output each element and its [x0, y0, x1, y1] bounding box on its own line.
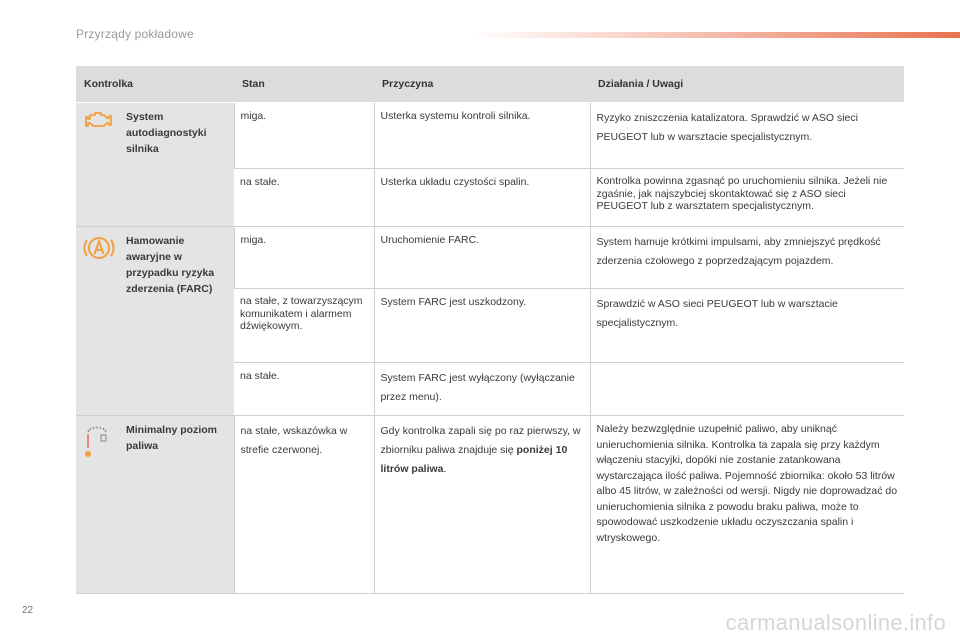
stan-cell: miga.: [234, 227, 374, 289]
section-title: Przyrządy pokładowe: [76, 27, 194, 41]
dzialania-cell: Sprawdzić w ASO sieci PEUGEOT lub w warsztacie specjalistycznym.: [590, 289, 904, 363]
stan-cell: miga.: [234, 103, 374, 169]
dzialania-cell: Należy bezwzględnie uzupełnić paliwo, aby uniknąć unieruchomienia silnika. Kontrolka ta zapala się przy każdym włączeniu stacyjki, dopóki nie zostanie zatankowana wystarczająca ilość paliwa. Pojemność zbiornika: około 53 litrów albo 45 litrów, w zależności od wersji. Nigdy nie doprowadzać do unieruchomienia silnika z powodu braku paliwa, może to spowodować uszkodzenie układu oczyszczania spalin i wtryskowego.: [590, 416, 904, 594]
table-header-row: [76, 66, 904, 103]
col-header-kontrolka: Kontrolka: [76, 66, 234, 103]
engine-icon: [76, 103, 120, 227]
przyczyna-text-end: .: [443, 463, 447, 475]
przyczyna-text: Gdy kontrolka zapali się po raz pierwszy, w zbiorniku paliwa znajduje się: [380, 425, 581, 456]
page-number: 22: [22, 605, 34, 616]
stan-cell: na stałe, wskazówka w strefie czerwonej.: [234, 416, 374, 594]
emergency-braking-icon: [76, 227, 120, 416]
przyczyna-cell: Usterka systemu kontroli silnika.: [374, 103, 590, 169]
col-header-stan: Stan: [234, 66, 374, 103]
przyczyna-bold-text: poniżej 10 litrów paliwa: [380, 444, 568, 475]
dzialania-cell-empty: [590, 363, 904, 416]
warning-lights-table: [76, 66, 904, 594]
header-accent-bar: [470, 32, 960, 38]
przyczyna-cell: Usterka układu czystości spalin.: [374, 169, 590, 227]
dzialania-cell: Kontrolka powinna zgasnąć po uruchomieniu silnika. Jeżeli nie zgaśnie, jak najszybciej skontaktować się z ASO sieci PEUGEOT lub z warsztatem specjalistycznym.: [590, 169, 904, 227]
table-row: [76, 416, 904, 594]
fuel-gauge-icon: [76, 416, 120, 594]
watermark: carmanualsonline.info: [725, 610, 946, 635]
col-header-dzialania: Działania / Uwagi: [590, 66, 904, 103]
przyczyna-cell: System FARC jest wyłączony (wyłączanie przez menu).: [374, 363, 590, 416]
col-header-przyczyna: Przyczyna: [374, 66, 590, 103]
dzialania-cell: Ryzyko zniszczenia katalizatora. Sprawdzić w ASO sieci PEUGEOT lub w warsztacie specjalistycznym.: [590, 103, 904, 169]
light-name-fuel: Minimalny poziom paliwa: [120, 416, 234, 594]
stan-cell: na stałe.: [234, 363, 374, 416]
dzialania-cell: System hamuje krótkimi impulsami, aby zmniejszyć prędkość zderzenia czołowego z poprzedzającym pojazdem.: [590, 227, 904, 289]
light-name-engine: System autodiagnostyki silnika: [120, 103, 234, 227]
table-row: [76, 103, 904, 169]
przyczyna-cell: Uruchomienie FARC.: [374, 227, 590, 289]
light-name-farc: Hamowanie awaryjne w przypadku ryzyka zderzenia (FARC): [120, 227, 234, 416]
przyczyna-cell: System FARC jest uszkodzony.: [374, 289, 590, 363]
stan-cell: na stałe.: [234, 169, 374, 227]
przyczyna-cell: [374, 416, 590, 594]
table-row: [76, 227, 904, 289]
stan-cell: na stałe, z towarzyszącym komunikatem i alarmem dźwiękowym.: [234, 289, 374, 363]
